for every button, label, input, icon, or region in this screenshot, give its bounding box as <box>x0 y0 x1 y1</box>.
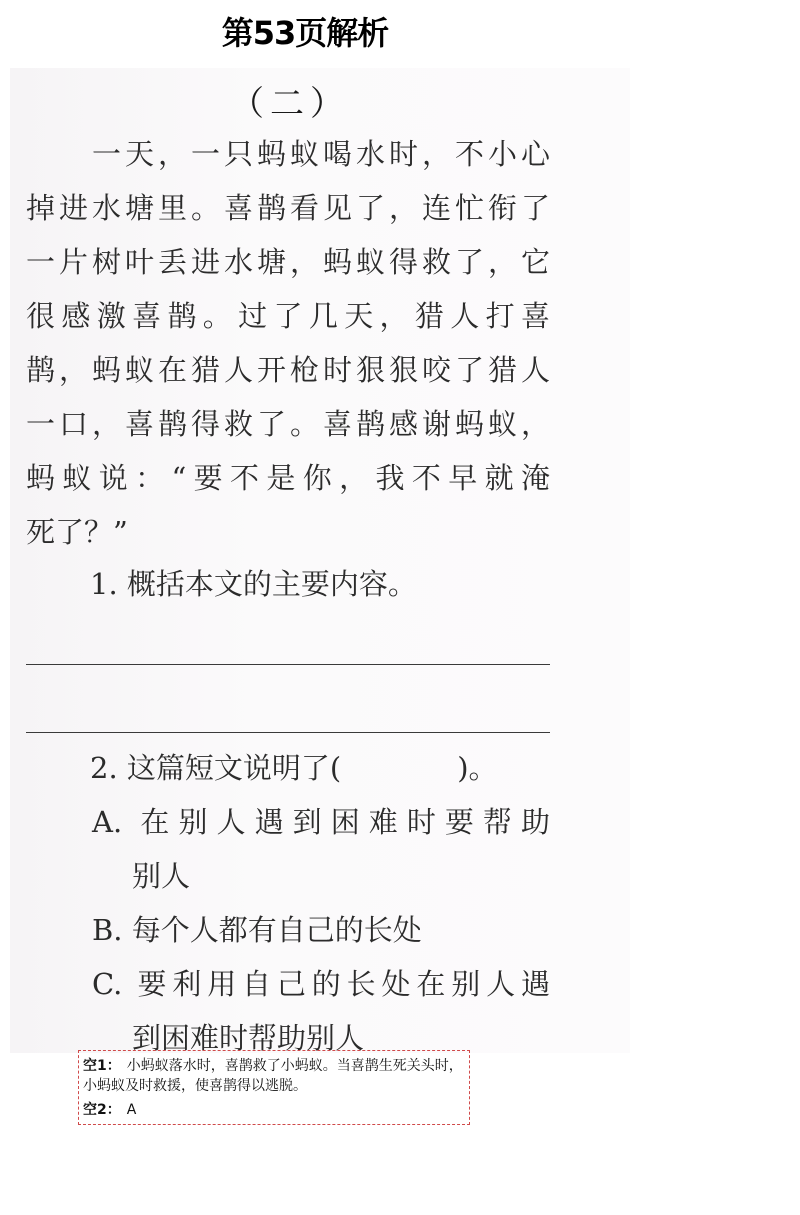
question-2: 2. 这篇短文说明了( )。 <box>90 751 498 785</box>
story-line: 一天，一只蚂蚁喝水时，不小心 <box>92 137 550 171</box>
answer-text: A <box>126 1102 137 1118</box>
section-heading: （二） <box>230 84 350 124</box>
story-line: 掉进水塘里。喜鹊看见了，连忙衔了 <box>26 191 550 225</box>
answer-label: 空2： <box>83 1102 121 1118</box>
story-line: 一片树叶丢进水塘，蚂蚁得救了，它 <box>26 245 550 279</box>
answer-box <box>78 1050 470 1125</box>
story-line: 蚂蚁说：“要不是你，我不早就淹 <box>26 461 550 495</box>
story-line: 死了？” <box>26 515 128 549</box>
answer-line <box>26 664 550 665</box>
answer-row <box>83 1056 465 1096</box>
answer-label: 空1： <box>83 1058 121 1074</box>
option-c-continued: 到困难时帮助别人 <box>132 1021 365 1055</box>
answer-line <box>26 732 550 733</box>
scanned-textbook-page <box>10 68 630 1053</box>
story-line: 鹊，蚂蚁在猎人开枪时狠狠咬了猎人 <box>26 353 550 387</box>
page-title: 第53页解析 <box>221 14 389 52</box>
question-1: 1. 概括本文的主要内容。 <box>90 567 417 601</box>
option-a: A. 在别人遇到困难时要帮助 <box>92 805 550 839</box>
story-line: 很感激喜鹊。过了几天，猎人打喜 <box>26 299 550 333</box>
story-line: 一口，喜鹊得救了。喜鹊感谢蚂蚁， <box>26 407 550 441</box>
option-c: C. 要利用自己的长处在别人遇 <box>92 967 550 1001</box>
option-a-continued: 别人 <box>132 859 191 893</box>
answer-text: 小蚂蚁落水时，喜鹊救了小蚂蚁。当喜鹊生死关头时，小蚂蚁及时救援，使喜鹊得以逃脱。 <box>83 1058 463 1094</box>
option-b: B. 每个人都有自己的长处 <box>92 913 422 947</box>
answer-row <box>83 1100 465 1120</box>
